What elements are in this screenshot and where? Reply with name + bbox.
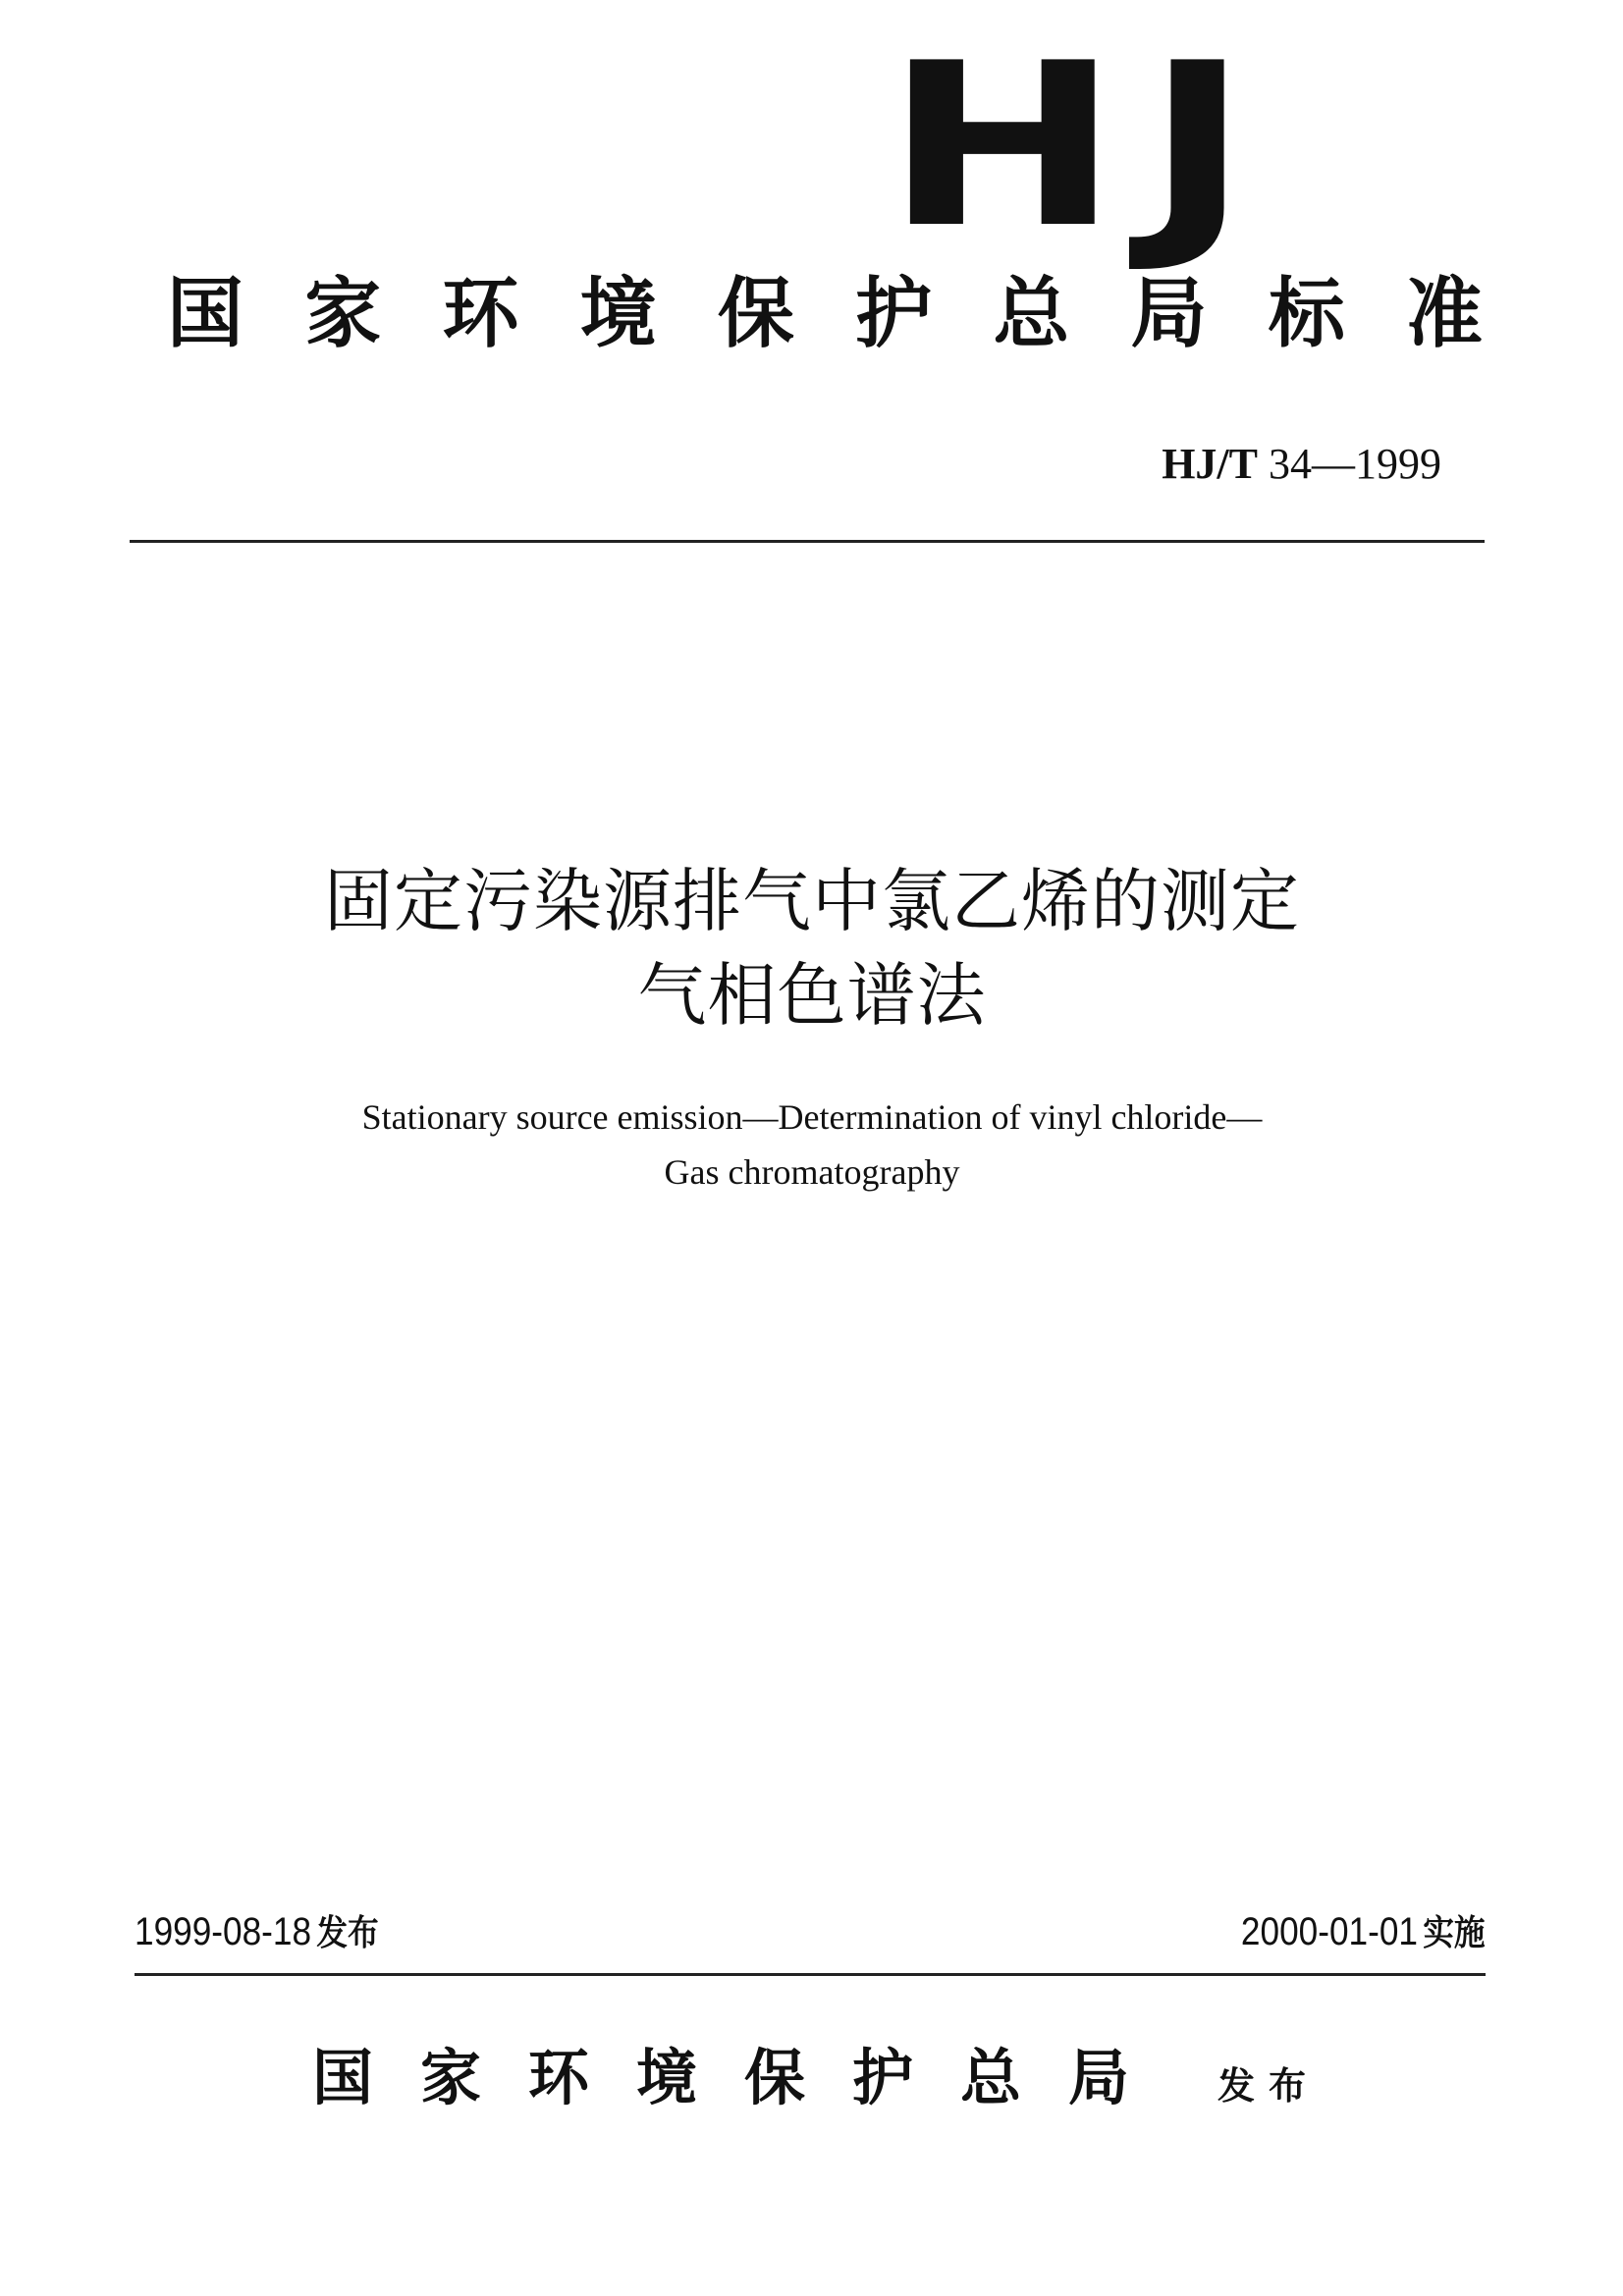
standard-code-prefix: HJ/T (1162, 440, 1258, 488)
issue-date (135, 1904, 379, 1961)
effective-date (1241, 1904, 1486, 1961)
document-title-en-line2: Gas chromatography (664, 1152, 960, 1192)
document-title-cn-line2: 气相色谱法 (637, 955, 987, 1036)
standard-category-title: 国家环境保护总局标准 (167, 269, 1483, 358)
effective-date-value: 2000-01-01 (1241, 1910, 1419, 1953)
document-title-en (135, 1090, 1489, 1200)
document-title-cn (135, 854, 1489, 1042)
issue-date-label: 发布 (316, 1913, 379, 1953)
bottom-divider (135, 1973, 1486, 1976)
standard-code (1162, 437, 1441, 492)
document-title-en-line1: Stationary source emission—Determination of vinyl chloride— (361, 1097, 1263, 1137)
effective-date-label: 实施 (1423, 1913, 1486, 1953)
hj-logo: HJ (884, 16, 1274, 278)
publisher-label: 发布 (1217, 2063, 1321, 2108)
standard-code-number: 34—1999 (1269, 440, 1441, 488)
issue-date-value: 1999-08-18 (135, 1910, 312, 1953)
top-divider (130, 540, 1485, 543)
publisher-name: 国家环境保护总局 (312, 2042, 1177, 2113)
document-title-cn-line1: 固定污染源排气中氯乙烯的测定 (324, 861, 1300, 941)
